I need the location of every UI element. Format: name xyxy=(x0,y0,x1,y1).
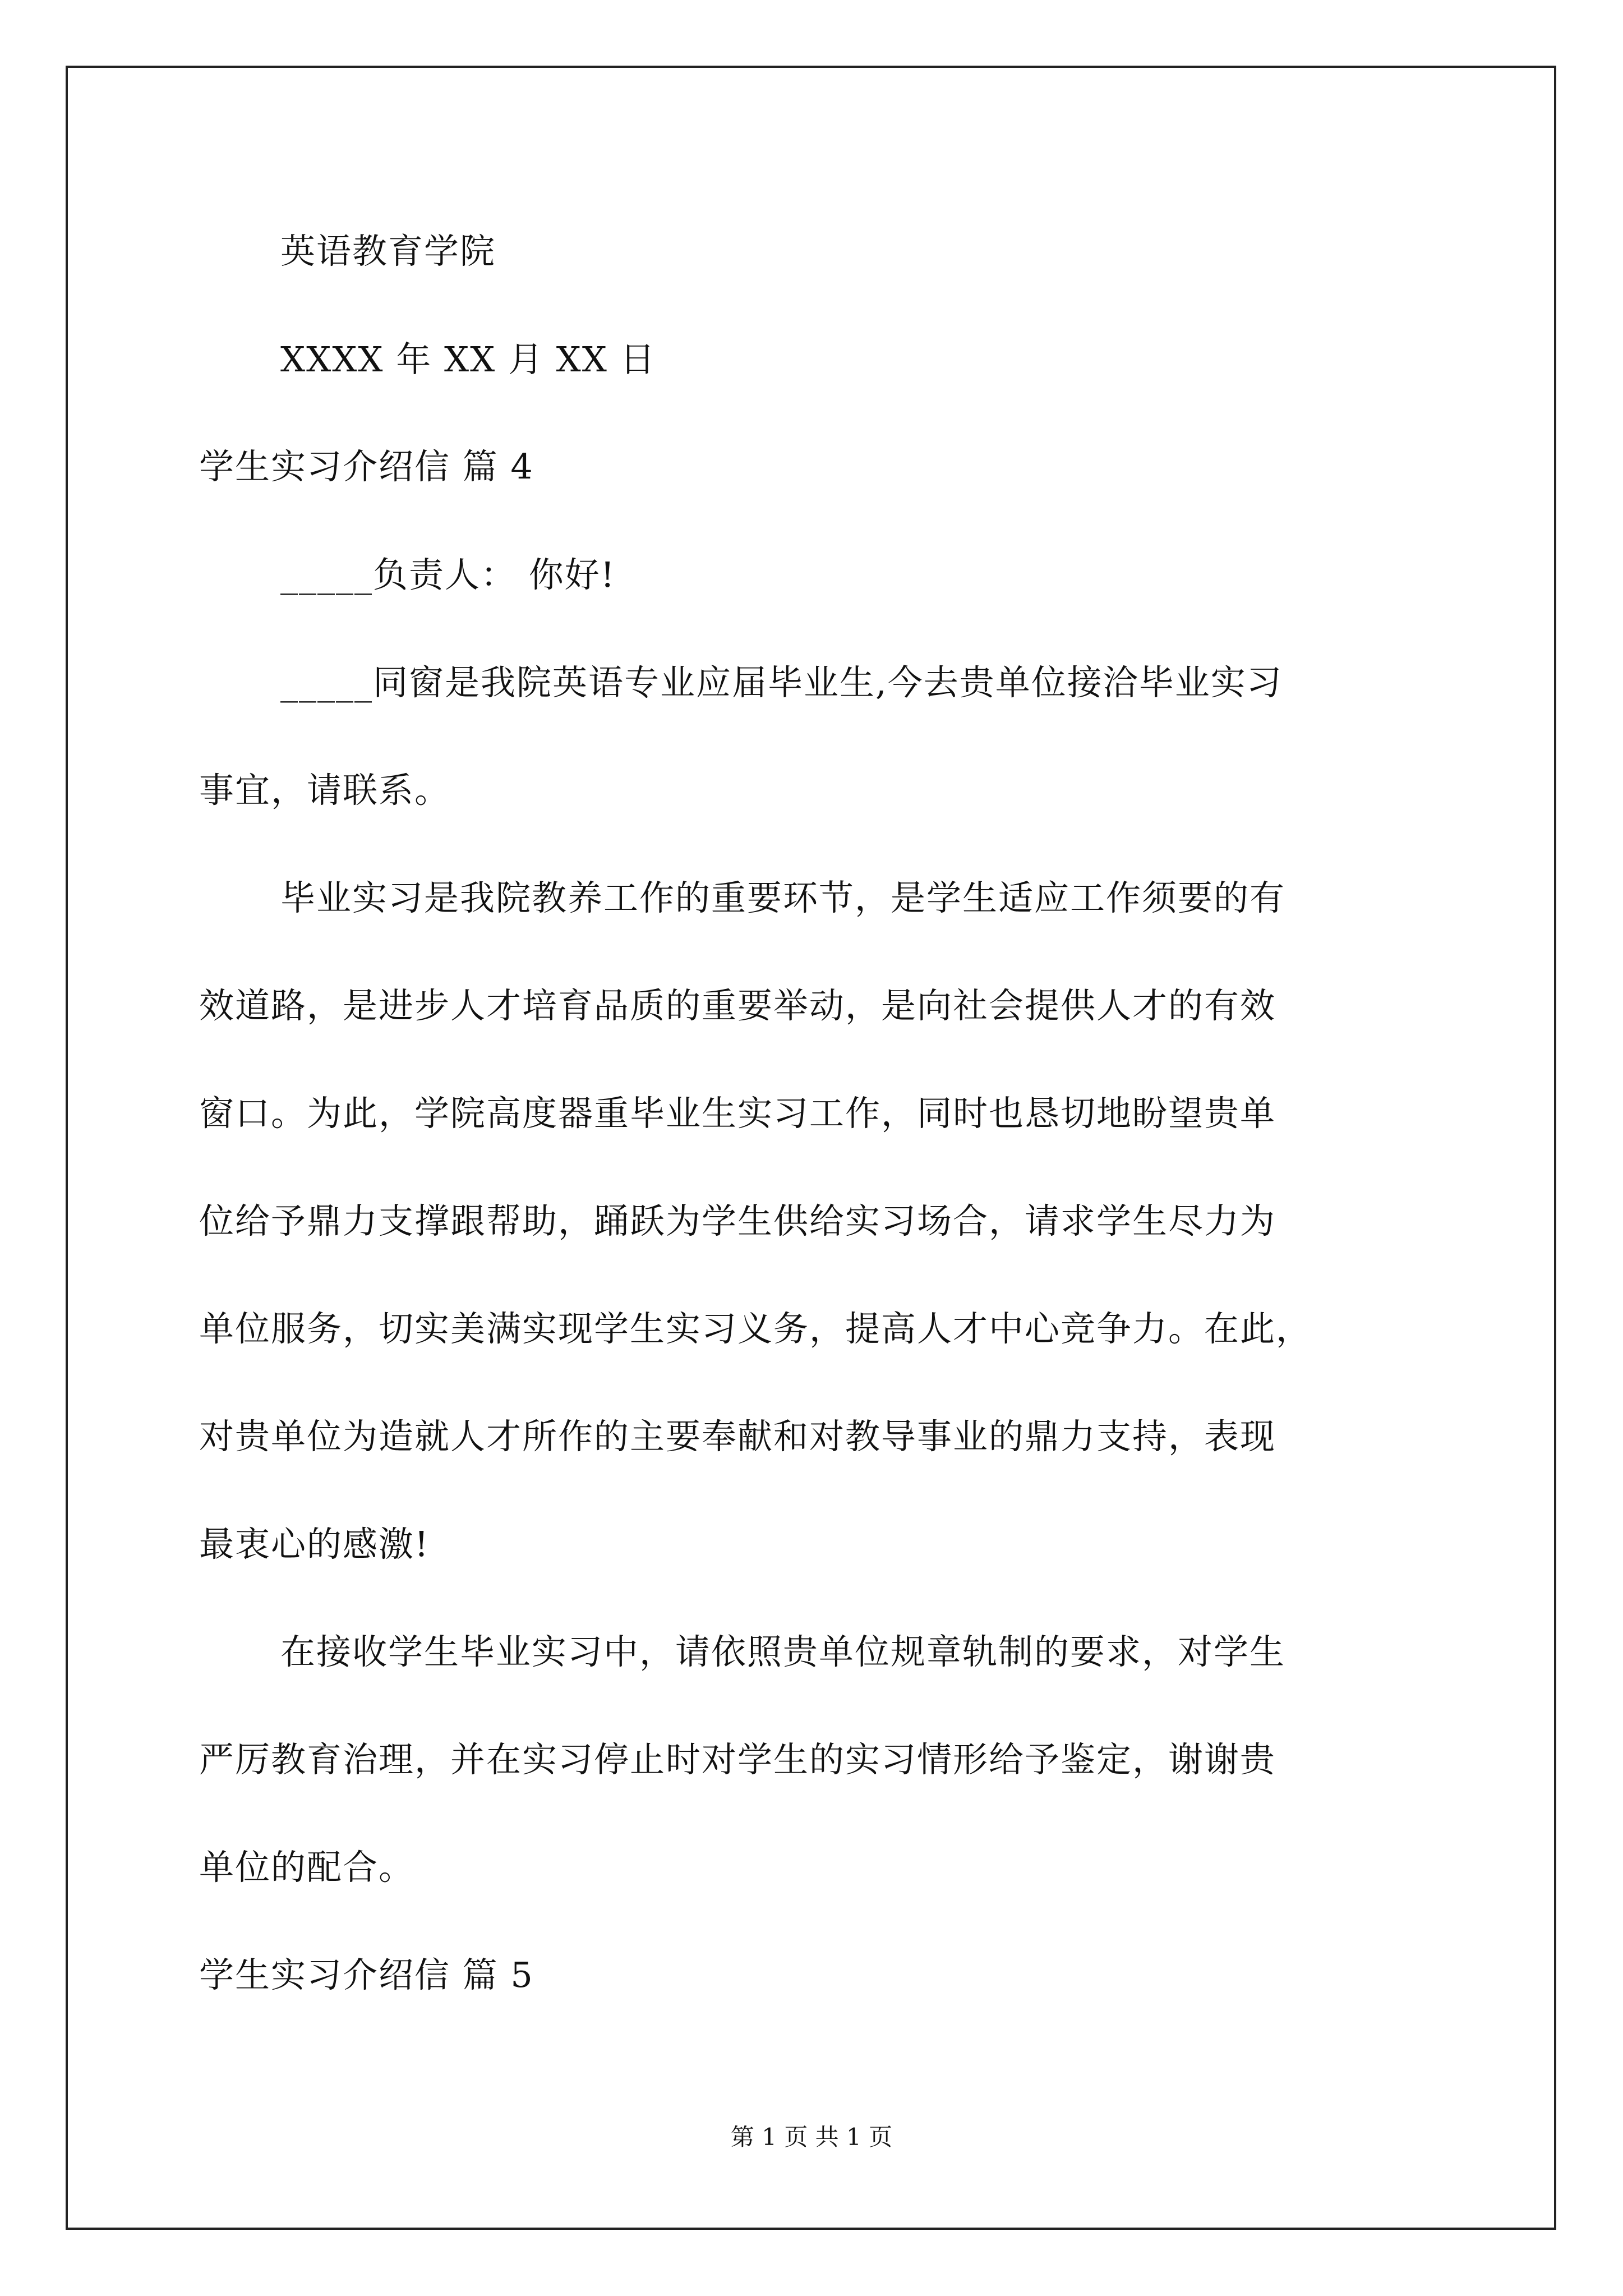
paragraph-2-line-4: 位给予鼎力支撑跟帮助，踊跃为学生供给实习场合，请求学生尽力为 xyxy=(199,1200,1276,1241)
paragraph-2-line-7: 最衷心的感激! xyxy=(199,1524,430,1565)
paragraph-1-line-2: 事宜，请联系。 xyxy=(199,770,451,811)
salutation: _____负责人： 你好! xyxy=(280,554,616,595)
section-heading-4: 学生实习介绍信 篇 4 xyxy=(199,446,534,487)
section-heading-5: 学生实习介绍信 篇 5 xyxy=(199,1954,534,1995)
paragraph-3-line-2: 严厉教育治理，并在实习停止时对学生的实习情形给予鉴定，谢谢贵 xyxy=(199,1739,1276,1780)
paragraph-2-line-6: 对贵单位为造就人才所作的主要奉献和对教导事业的鼎力支持，表现 xyxy=(199,1416,1276,1457)
date-line: XXXX 年 XX 月 XX 日 xyxy=(280,339,656,380)
institution-name: 英语教育学院 xyxy=(280,231,496,272)
paragraph-3-line-3: 单位的配合。 xyxy=(199,1847,415,1888)
paragraph-2-line-5: 单位服务，切实美满实现学生实习义务，提高人才中心竞争力。在此， xyxy=(199,1308,1312,1349)
paragraph-2-line-3: 窗口。为此，学院高度器重毕业生实习工作，同时也恳切地盼望贵单 xyxy=(199,1093,1276,1134)
page-footer: 第 1 页 共 1 页 xyxy=(730,2123,893,2151)
paragraph-2-line-1: 毕业实习是我院教养工作的重要环节，是学生适应工作须要的有 xyxy=(280,877,1286,918)
paragraph-3-line-1: 在接收学生毕业实习中，请依照贵单位规章轨制的要求，对学生 xyxy=(280,1631,1286,1672)
paragraph-1-line-1: _____同窗是我院英语专业应届毕业生,今去贵单位接洽毕业实习 xyxy=(280,662,1283,703)
paragraph-2-line-2: 效道路，是进步人才培育品质的重要举动，是向社会提供人才的有效 xyxy=(199,985,1276,1026)
page-border xyxy=(66,66,1556,2230)
